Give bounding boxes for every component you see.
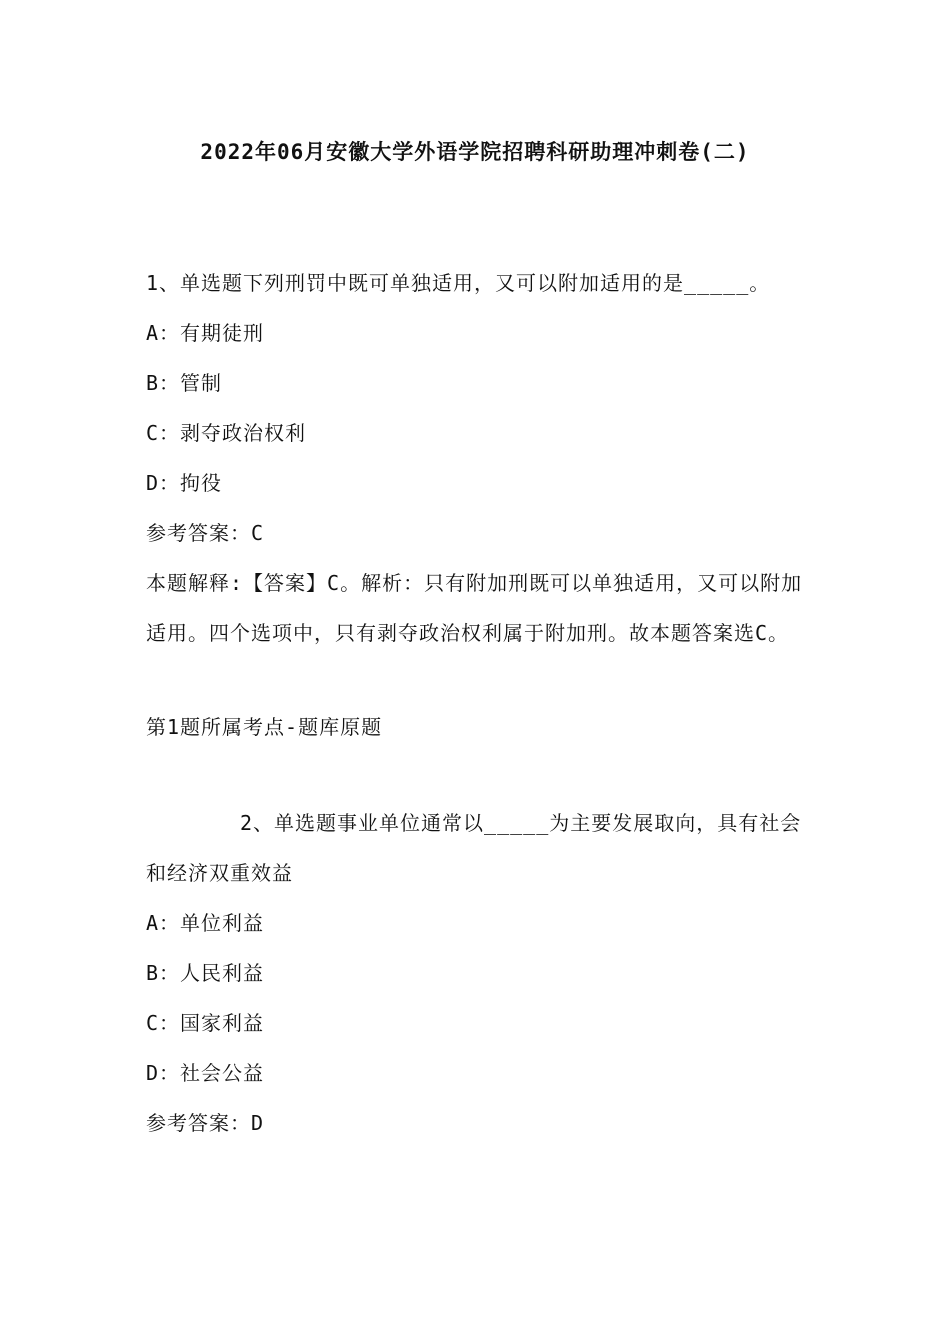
- reference-answer: 参考答案：D: [146, 1111, 265, 1135]
- question-2: [146, 798, 810, 1148]
- option-a: A：有期徒刑: [146, 321, 265, 345]
- option-d: D：社会公益: [146, 1061, 265, 1085]
- option-d: D：拘役: [146, 471, 223, 495]
- question-stem: 2、单选题事业单位通常以_____为主要发展取向，具有社会和经济双重效益: [146, 811, 802, 885]
- option-b: B：管制: [146, 371, 223, 395]
- answer-explanation: 本题解释:【答案】C。解析：只有附加刑既可以单独适用，又可以附加适用。四个选项中，只有剥夺政治权利属于附加刑。故本题答案选C。: [146, 571, 803, 645]
- question-topic: 第1题所属考点-题库原题: [146, 715, 383, 739]
- question-list: [146, 258, 810, 1148]
- option-c: C：剥夺政治权利: [146, 421, 307, 445]
- question-stem: 1、单选题下列刑罚中既可单独适用，又可以附加适用的是_____。: [146, 271, 771, 295]
- spacer: [146, 658, 810, 702]
- document-title: 2022年06月安徽大学外语学院招聘科研助理冲刺卷(二): [200, 140, 750, 164]
- question-1: [146, 258, 810, 752]
- spacer: [146, 752, 810, 798]
- option-b: B：人民利益: [146, 961, 265, 985]
- option-a: A：单位利益: [146, 911, 265, 935]
- option-c: C：国家利益: [146, 1011, 265, 1035]
- reference-answer: 参考答案：C: [146, 521, 265, 545]
